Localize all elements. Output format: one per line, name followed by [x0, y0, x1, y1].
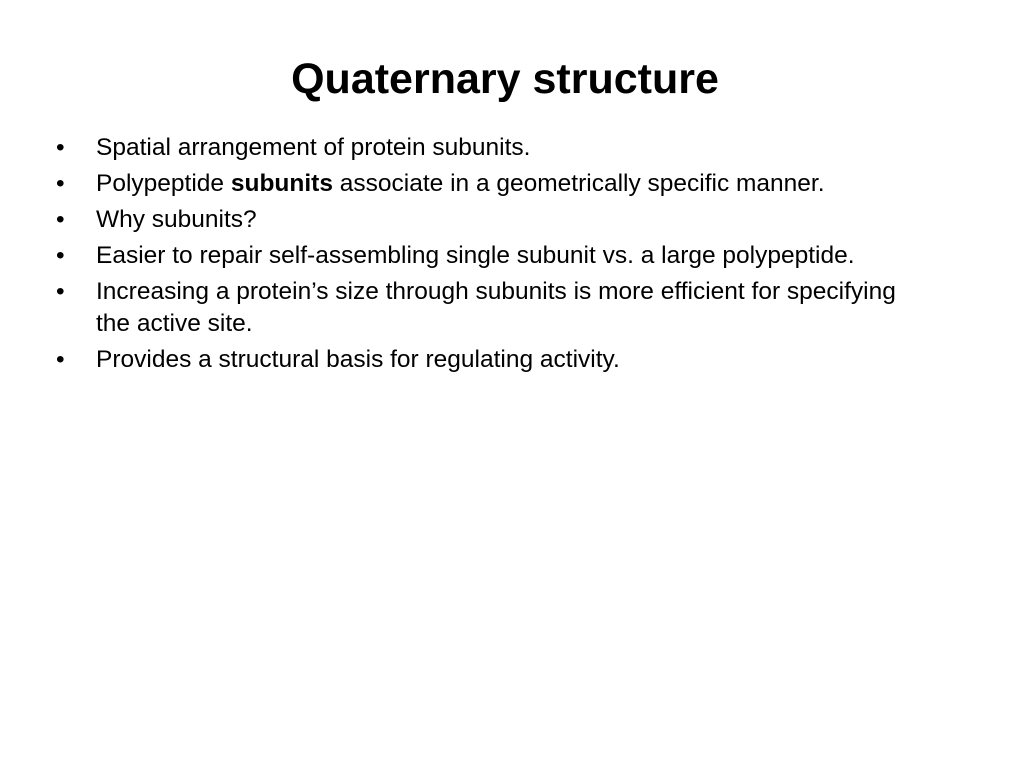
bullet-text: Increasing a protein’s size through subunits is more efficient for specifying the active site. — [96, 278, 896, 337]
bullet-marker: • — [56, 242, 65, 269]
slide-title: Quaternary structure — [291, 55, 719, 103]
bullet-text-bold: subunits — [230, 170, 333, 197]
bullet-text-before: Polypeptide — [96, 170, 231, 197]
bullet-item — [56, 344, 956, 376]
bullet-marker: • — [56, 134, 65, 161]
bullet-marker: • — [56, 278, 65, 305]
bullet-marker: • — [56, 206, 65, 233]
bullet-text-after: associate in a geometrically specific manner. — [332, 170, 825, 197]
bullet-text: Provides a structural basis for regulating activity. — [96, 346, 620, 373]
bullet-item — [56, 132, 956, 164]
bullet-text: Why subunits? — [96, 206, 257, 233]
bullet-item — [56, 240, 856, 272]
bullet-item — [56, 168, 956, 200]
bullet-text: Spatial arrangement of protein subunits. — [96, 134, 531, 161]
bullet-list — [56, 132, 956, 380]
bullet-marker: • — [56, 170, 65, 197]
bullet-text: Easier to repair self-assembling single subunit vs. a large polypeptide. — [96, 242, 855, 269]
bullet-item — [56, 276, 936, 340]
bullet-marker: • — [56, 346, 65, 373]
bullet-item — [56, 204, 956, 236]
